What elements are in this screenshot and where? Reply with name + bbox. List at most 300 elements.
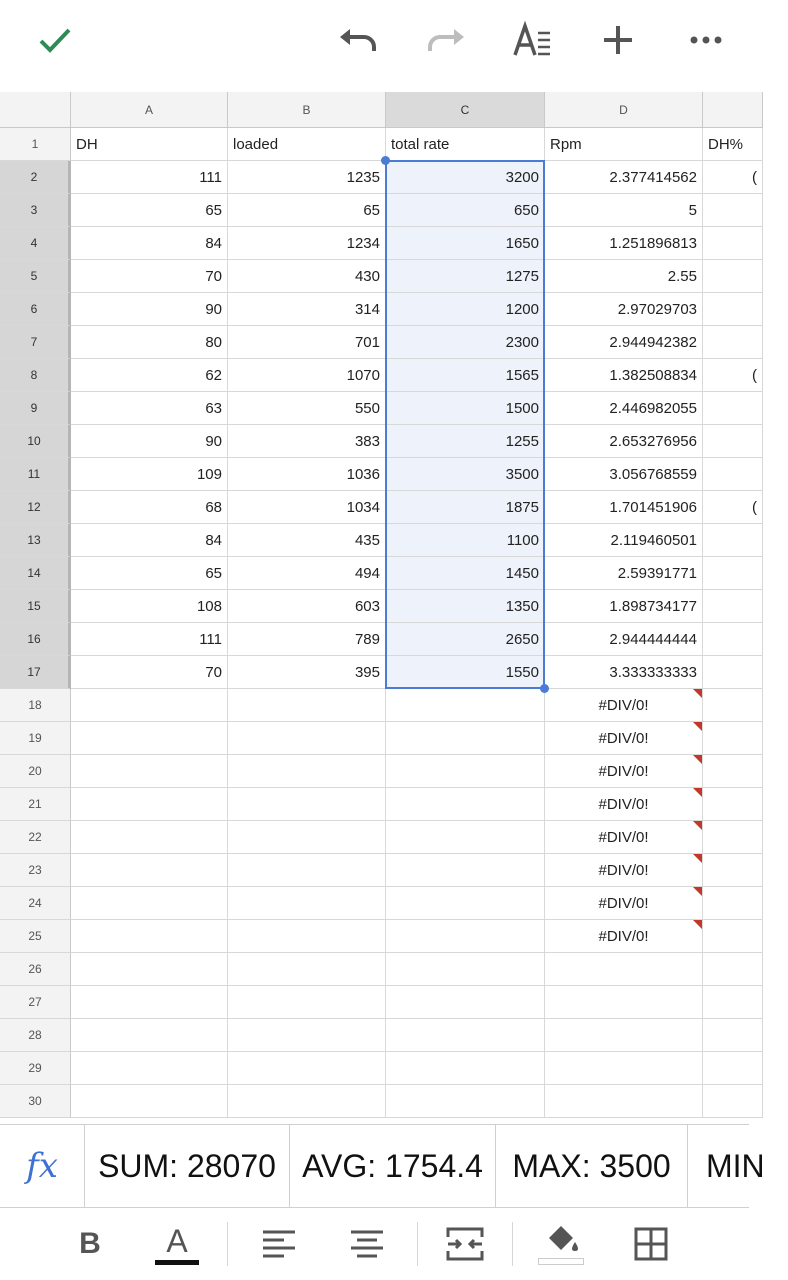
cell-d29[interactable] [545, 1052, 703, 1085]
align-center-icon[interactable] [339, 1218, 395, 1270]
cell-value: 2.97029703 [617, 300, 697, 318]
row-header-19[interactable]: 19 [0, 722, 71, 755]
cell-value: 2.59391771 [617, 564, 697, 582]
cell-c16[interactable] [386, 623, 545, 656]
cell-b27[interactable] [228, 986, 386, 1019]
row-header-30[interactable]: 30 [0, 1085, 71, 1118]
cell-value: 1.898734177 [609, 597, 697, 615]
cell-d27[interactable] [545, 986, 703, 1019]
cell-e29[interactable] [703, 1052, 763, 1085]
row-header-4[interactable]: 4 [0, 227, 71, 260]
cell-d7[interactable] [545, 326, 703, 359]
cell-value: DH [76, 135, 98, 153]
cell-d3[interactable] [545, 194, 703, 227]
cell-b13[interactable] [228, 524, 386, 557]
cell-e22[interactable] [703, 821, 763, 854]
header-cell-c1[interactable] [386, 128, 545, 161]
cell-a4[interactable] [71, 227, 228, 260]
cell-e25[interactable] [703, 920, 763, 953]
spreadsheet-grid [0, 92, 757, 1122]
cell-value: 1650 [505, 234, 539, 252]
cell-b5[interactable] [228, 260, 386, 293]
cell-c2[interactable] [386, 161, 545, 194]
cell-e2[interactable] [703, 161, 763, 194]
cell-b20[interactable] [228, 755, 386, 788]
cell-b30[interactable] [228, 1085, 386, 1118]
cell-value: 109 [196, 465, 222, 483]
cell-b25[interactable] [228, 920, 386, 953]
cell-d28[interactable] [545, 1019, 703, 1052]
cell-c11[interactable] [386, 458, 545, 491]
cell-d11[interactable] [545, 458, 703, 491]
cell-c24[interactable] [386, 887, 545, 920]
bold-label: B [79, 1227, 101, 1260]
cell-b6[interactable] [228, 293, 386, 326]
cell-a17[interactable] [71, 656, 228, 689]
cell-d22[interactable] [545, 821, 703, 854]
cell-value: 789 [354, 630, 380, 648]
cell-e5[interactable] [703, 260, 763, 293]
cell-b3[interactable] [228, 194, 386, 227]
cell-e24[interactable] [703, 887, 763, 920]
cell-a25[interactable] [71, 920, 228, 953]
cell-value: 435 [354, 531, 380, 549]
error-indicator-icon [693, 887, 702, 896]
align-left-icon[interactable] [251, 1218, 307, 1270]
row-header-9[interactable]: 9 [0, 392, 71, 425]
undo-icon[interactable] [332, 14, 384, 66]
cell-e10[interactable] [703, 425, 763, 458]
cell-a8[interactable] [71, 359, 228, 392]
error-indicator-icon [693, 854, 702, 863]
cell-c6[interactable] [386, 293, 545, 326]
error-indicator-icon [693, 821, 702, 830]
selection-handle-bottom[interactable] [540, 684, 549, 693]
row-header-3[interactable]: 3 [0, 194, 71, 227]
cell-c26[interactable] [386, 953, 545, 986]
more-icon[interactable] [680, 14, 732, 66]
toolbar-divider [512, 1222, 513, 1266]
cell-value: #DIV/0! [598, 861, 649, 879]
cell-c14[interactable] [386, 557, 545, 590]
cell-value: 2.377414562 [609, 168, 697, 186]
row-header-29[interactable]: 29 [0, 1052, 71, 1085]
cell-a18[interactable] [71, 689, 228, 722]
cell-b4[interactable] [228, 227, 386, 260]
cell-c15[interactable] [386, 590, 545, 623]
cell-value: 550 [354, 399, 380, 417]
select-all-corner[interactable] [0, 92, 71, 128]
plus-icon[interactable] [592, 14, 644, 66]
cell-a6[interactable] [71, 293, 228, 326]
cell-b2[interactable] [228, 161, 386, 194]
borders-icon[interactable] [623, 1218, 679, 1270]
cell-value: 3.056768559 [609, 465, 697, 483]
cell-a22[interactable] [71, 821, 228, 854]
cell-e30[interactable] [703, 1085, 763, 1118]
cell-value: 2.944942382 [609, 333, 697, 351]
error-indicator-icon [693, 920, 702, 929]
cell-c19[interactable] [386, 722, 545, 755]
cell-c28[interactable] [386, 1019, 545, 1052]
fill-color-swatch [538, 1258, 584, 1265]
cell-value: 1235 [346, 168, 380, 186]
cell-b24[interactable] [228, 887, 386, 920]
row-header-23[interactable]: 23 [0, 854, 71, 887]
cell-a9[interactable] [71, 392, 228, 425]
cell-value: ( [752, 498, 757, 516]
cell-value: 2.653276956 [609, 432, 697, 450]
row-header-1[interactable]: 1 [0, 128, 71, 161]
cell-value: Rpm [550, 135, 582, 153]
cell-d18[interactable] [545, 689, 703, 722]
row-header-28[interactable]: 28 [0, 1019, 71, 1052]
cell-b17[interactable] [228, 656, 386, 689]
merge-cells-icon[interactable] [437, 1218, 493, 1270]
cell-value: 1234 [346, 234, 380, 252]
error-indicator-icon [693, 788, 702, 797]
sum-stat: SUM: 28070 [85, 1125, 290, 1207]
toolbar-divider [227, 1222, 228, 1266]
row-header-17[interactable]: 17 [0, 656, 71, 689]
cell-a14[interactable] [71, 557, 228, 590]
cell-c17[interactable] [386, 656, 545, 689]
cell-d15[interactable] [545, 590, 703, 623]
cell-c29[interactable] [386, 1052, 545, 1085]
cell-value: 1.701451906 [609, 498, 697, 516]
cell-c30[interactable] [386, 1085, 545, 1118]
cell-a29[interactable] [71, 1052, 228, 1085]
text-color-icon[interactable] [149, 1218, 205, 1270]
row-header-18[interactable]: 18 [0, 689, 71, 722]
cell-value: 1450 [505, 564, 539, 582]
cell-c4[interactable] [386, 227, 545, 260]
selection-handle-top[interactable] [381, 156, 390, 165]
cell-e13[interactable] [703, 524, 763, 557]
cell-value: 65 [205, 201, 222, 219]
cell-value: 1500 [505, 399, 539, 417]
cell-c22[interactable] [386, 821, 545, 854]
header-cell-a1[interactable] [71, 128, 228, 161]
cell-a10[interactable] [71, 425, 228, 458]
cell-c13[interactable] [386, 524, 545, 557]
cell-value: 62 [205, 366, 222, 384]
cell-value: #DIV/0! [598, 795, 649, 813]
row-header-25[interactable]: 25 [0, 920, 71, 953]
cell-b19[interactable] [228, 722, 386, 755]
cell-value: 2650 [505, 630, 539, 648]
min-stat: MIN [706, 1147, 765, 1184]
cell-a13[interactable] [71, 524, 228, 557]
cell-b8[interactable] [228, 359, 386, 392]
cell-c7[interactable] [386, 326, 545, 359]
cell-d10[interactable] [545, 425, 703, 458]
cell-a7[interactable] [71, 326, 228, 359]
cell-value: 108 [196, 597, 222, 615]
cell-b14[interactable] [228, 557, 386, 590]
cell-a5[interactable] [71, 260, 228, 293]
cell-e15[interactable] [703, 590, 763, 623]
row-header-26[interactable]: 26 [0, 953, 71, 986]
column-header-d[interactable]: D [545, 92, 703, 128]
cell-value: 1275 [505, 267, 539, 285]
cell-value: total rate [391, 135, 450, 153]
text-format-icon[interactable] [506, 14, 558, 66]
cell-d25[interactable] [545, 920, 703, 953]
cell-d14[interactable] [545, 557, 703, 590]
cell-a2[interactable] [71, 161, 228, 194]
row-header-14[interactable]: 14 [0, 557, 71, 590]
error-indicator-icon [693, 755, 702, 764]
cell-e12[interactable] [703, 491, 763, 524]
cell-d30[interactable] [545, 1085, 703, 1118]
row-header-15[interactable]: 15 [0, 590, 71, 623]
cell-value: 2300 [505, 333, 539, 351]
cell-value: 1200 [505, 300, 539, 318]
formula-button[interactable]: fx [0, 1125, 85, 1207]
cell-e27[interactable] [703, 986, 763, 1019]
cell-a24[interactable] [71, 887, 228, 920]
cell-d23[interactable] [545, 854, 703, 887]
cell-d9[interactable] [545, 392, 703, 425]
top-toolbar [0, 0, 749, 92]
cell-b23[interactable] [228, 854, 386, 887]
cell-e14[interactable] [703, 557, 763, 590]
cell-value: 1036 [346, 465, 380, 483]
cell-value: 1.382508834 [609, 366, 697, 384]
column-header-a[interactable]: A [71, 92, 228, 128]
cell-value: ( [752, 366, 757, 384]
cell-d24[interactable] [545, 887, 703, 920]
header-cell-e1[interactable] [703, 128, 763, 161]
cell-value: 68 [205, 498, 222, 516]
cell-d21[interactable] [545, 788, 703, 821]
cell-c25[interactable] [386, 920, 545, 953]
cell-value: 1875 [505, 498, 539, 516]
cell-a16[interactable] [71, 623, 228, 656]
cell-value: #DIV/0! [598, 696, 649, 714]
cell-value: DH% [708, 135, 744, 153]
cell-a19[interactable] [71, 722, 228, 755]
cell-value: ( [752, 168, 757, 186]
cell-value: 84 [205, 531, 222, 549]
cell-value: 395 [354, 663, 380, 681]
cell-b7[interactable] [228, 326, 386, 359]
cell-value: 2.446982055 [609, 399, 697, 417]
fill-color-icon[interactable] [533, 1218, 589, 1270]
cell-e11[interactable] [703, 458, 763, 491]
cell-value: 2.944444444 [609, 630, 697, 648]
cell-value: 603 [354, 597, 380, 615]
cell-d19[interactable] [545, 722, 703, 755]
cell-e4[interactable] [703, 227, 763, 260]
cell-value: 65 [205, 564, 222, 582]
row-header-11[interactable]: 11 [0, 458, 71, 491]
row-header-5[interactable]: 5 [0, 260, 71, 293]
cell-c3[interactable] [386, 194, 545, 227]
cell-e26[interactable] [703, 953, 763, 986]
cell-b16[interactable] [228, 623, 386, 656]
cell-d16[interactable] [545, 623, 703, 656]
cell-a21[interactable] [71, 788, 228, 821]
cell-a27[interactable] [71, 986, 228, 1019]
cell-value: #DIV/0! [598, 894, 649, 912]
cell-c23[interactable] [386, 854, 545, 887]
row-header-6[interactable]: 6 [0, 293, 71, 326]
row-header-22[interactable]: 22 [0, 821, 71, 854]
cell-value: 1034 [346, 498, 380, 516]
column-header-e[interactable] [703, 92, 763, 128]
cell-value: 111 [199, 630, 222, 648]
toolbar-divider [417, 1222, 418, 1266]
cell-value: 1550 [505, 663, 539, 681]
cell-d6[interactable] [545, 293, 703, 326]
cell-b29[interactable] [228, 1052, 386, 1085]
row-header-12[interactable]: 12 [0, 491, 71, 524]
text-color-label: A [166, 1222, 188, 1259]
cell-value: 3500 [505, 465, 539, 483]
row-header-2[interactable]: 2 [0, 161, 71, 194]
cell-value: #DIV/0! [598, 927, 649, 945]
row-header-13[interactable]: 13 [0, 524, 71, 557]
cell-a30[interactable] [71, 1085, 228, 1118]
row-header-10[interactable]: 10 [0, 425, 71, 458]
cell-a28[interactable] [71, 1019, 228, 1052]
cell-e3[interactable] [703, 194, 763, 227]
cell-c5[interactable] [386, 260, 545, 293]
cell-e18[interactable] [703, 689, 763, 722]
cell-d4[interactable] [545, 227, 703, 260]
cell-a23[interactable] [71, 854, 228, 887]
cell-c27[interactable] [386, 986, 545, 1019]
cell-value: 494 [354, 564, 380, 582]
cell-b28[interactable] [228, 1019, 386, 1052]
row-header-20[interactable]: 20 [0, 755, 71, 788]
cell-a3[interactable] [71, 194, 228, 227]
cell-value: 650 [513, 201, 539, 219]
cell-e7[interactable] [703, 326, 763, 359]
max-stat: MAX: 3500 [496, 1125, 688, 1207]
row-header-24[interactable]: 24 [0, 887, 71, 920]
header-cell-b1[interactable] [228, 128, 386, 161]
header-cell-d1[interactable] [545, 128, 703, 161]
cell-a15[interactable] [71, 590, 228, 623]
cell-d13[interactable] [545, 524, 703, 557]
cell-e19[interactable] [703, 722, 763, 755]
cell-value: 2.55 [667, 267, 697, 285]
cell-d26[interactable] [545, 953, 703, 986]
cell-c8[interactable] [386, 359, 545, 392]
format-toolbar [0, 1208, 749, 1280]
cell-b18[interactable] [228, 689, 386, 722]
cell-d5[interactable] [545, 260, 703, 293]
row-header-21[interactable]: 21 [0, 788, 71, 821]
cell-b11[interactable] [228, 458, 386, 491]
cell-d12[interactable] [545, 491, 703, 524]
cell-c12[interactable] [386, 491, 545, 524]
cell-value: 84 [205, 234, 222, 252]
cell-value: 5 [688, 201, 697, 219]
avg-stat: AVG: 1754.4 [290, 1125, 496, 1207]
cell-value: 90 [205, 300, 222, 318]
cell-value: 383 [354, 432, 380, 450]
cell-value: 1100 [506, 531, 539, 549]
row-header-7[interactable]: 7 [0, 326, 71, 359]
cell-e23[interactable] [703, 854, 763, 887]
cell-c9[interactable] [386, 392, 545, 425]
cell-value: 1255 [505, 432, 539, 450]
cell-value: 430 [354, 267, 380, 285]
cell-value: 63 [205, 399, 222, 417]
cell-value: 111 [199, 168, 222, 186]
error-indicator-icon [693, 722, 702, 731]
cell-e9[interactable] [703, 392, 763, 425]
row-header-27[interactable]: 27 [0, 986, 71, 1019]
cell-value: 70 [205, 267, 222, 285]
cell-d20[interactable] [545, 755, 703, 788]
cell-value: loaded [233, 135, 279, 153]
cell-d2[interactable] [545, 161, 703, 194]
cell-value: 1565 [505, 366, 539, 384]
cell-value: 70 [205, 663, 222, 681]
cell-d8[interactable] [545, 359, 703, 392]
cell-value: 3.333333333 [609, 663, 697, 681]
cell-a20[interactable] [71, 755, 228, 788]
summary-bar [0, 1124, 765, 1208]
cell-c20[interactable] [386, 755, 545, 788]
cell-e17[interactable] [703, 656, 763, 689]
column-header-b[interactable]: B [228, 92, 386, 128]
cell-e16[interactable] [703, 623, 763, 656]
cell-value: 701 [354, 333, 380, 351]
cell-b10[interactable] [228, 425, 386, 458]
cell-value: #DIV/0! [598, 729, 649, 747]
cell-b9[interactable] [228, 392, 386, 425]
cell-b26[interactable] [228, 953, 386, 986]
cell-value: 80 [205, 333, 222, 351]
text-color-swatch [155, 1260, 199, 1265]
cell-e6[interactable] [703, 293, 763, 326]
check-icon[interactable] [29, 14, 81, 66]
cell-value: #DIV/0! [598, 828, 649, 846]
cell-b12[interactable] [228, 491, 386, 524]
error-indicator-icon [693, 689, 702, 698]
cell-a12[interactable] [71, 491, 228, 524]
cell-b22[interactable] [228, 821, 386, 854]
bold-icon[interactable] [62, 1218, 118, 1270]
cell-b15[interactable] [228, 590, 386, 623]
cell-c21[interactable] [386, 788, 545, 821]
column-header-c[interactable]: C [386, 92, 545, 128]
cell-e8[interactable] [703, 359, 763, 392]
cell-value: 1.251896813 [609, 234, 697, 252]
cell-c18[interactable] [386, 689, 545, 722]
cell-value: 2.119460501 [610, 531, 697, 549]
cell-e21[interactable] [703, 788, 763, 821]
redo-icon[interactable] [420, 14, 472, 66]
cell-value: 3200 [505, 168, 539, 186]
cell-a11[interactable] [71, 458, 228, 491]
cell-value: #DIV/0! [598, 762, 649, 780]
cell-c10[interactable] [386, 425, 545, 458]
cell-e20[interactable] [703, 755, 763, 788]
row-header-8[interactable]: 8 [0, 359, 71, 392]
cell-d17[interactable] [545, 656, 703, 689]
cell-b21[interactable] [228, 788, 386, 821]
cell-e28[interactable] [703, 1019, 763, 1052]
row-header-16[interactable]: 16 [0, 623, 71, 656]
cell-a26[interactable] [71, 953, 228, 986]
